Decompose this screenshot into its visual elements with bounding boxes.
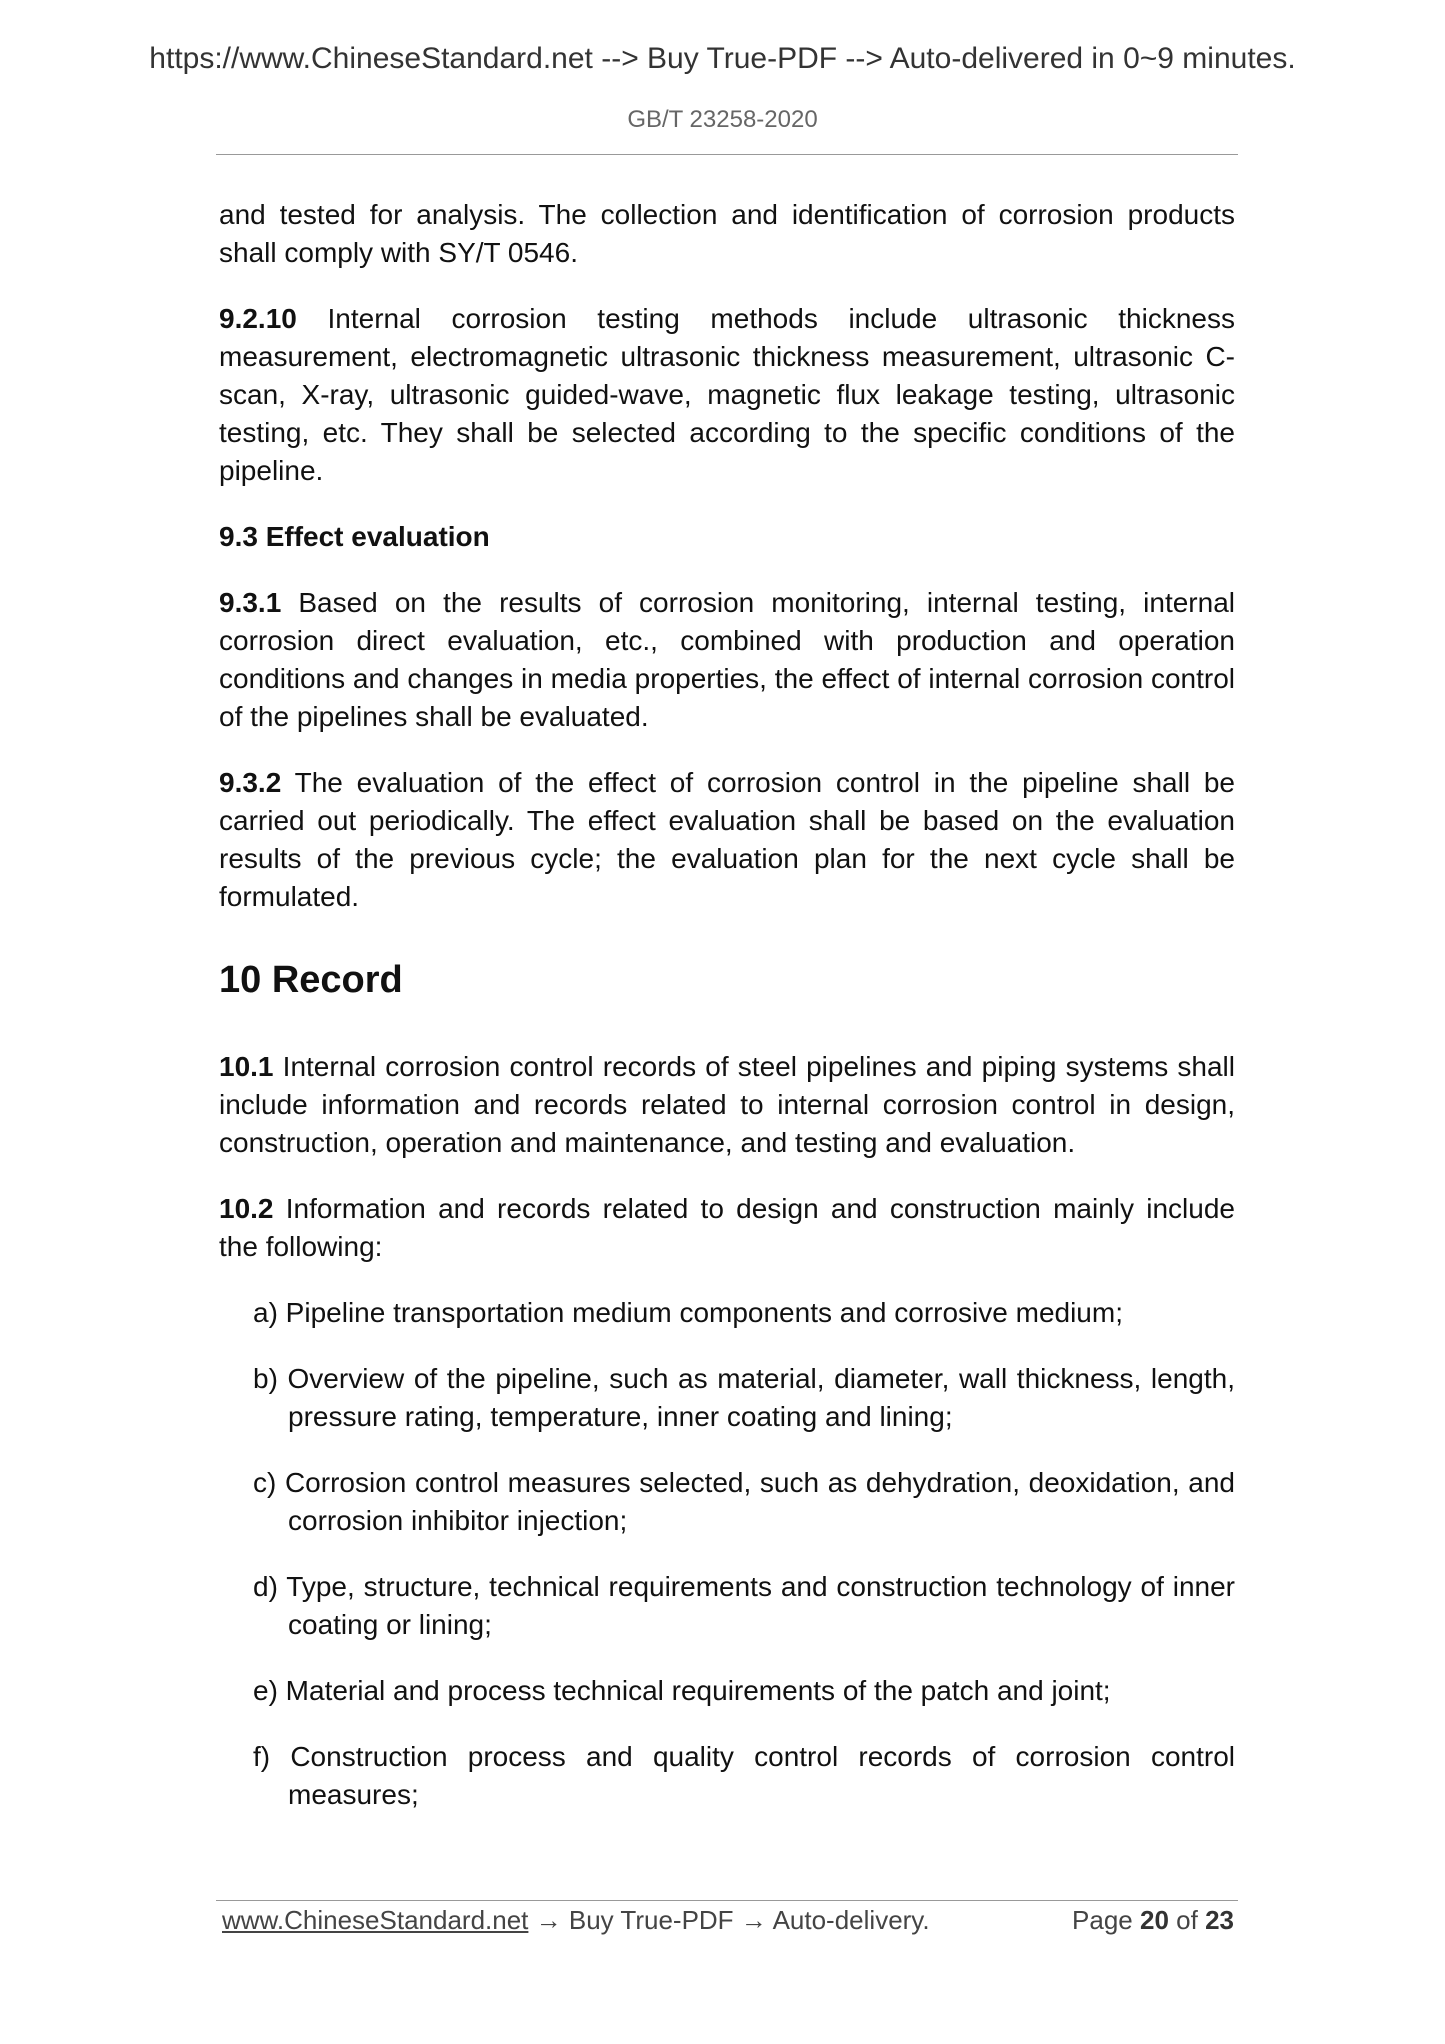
clause-text: Information and records related to design and construction mainly include the following: <box>219 1193 1235 1262</box>
clause-text: The evaluation of the effect of corrosion control in the pipeline shall be carried out periodically. The effect evaluation shall be based on the evaluation results of the previous cycle; the evaluation plan for the next cycle shall be formulated. <box>219 767 1235 912</box>
clause-text: Based on the results of corrosion monitoring, internal testing, internal corrosion direct evaluation, etc., combined with production and operation conditions and changes in media properties, the effect of internal corrosion control of the pipelines shall be evaluated. <box>219 587 1235 732</box>
site-link[interactable]: www.ChineseStandard.net <box>222 1905 529 1935</box>
list-item: b) Overview of the pipeline, such as material, diameter, wall thickness, length, pressure rating, temperature, inner coating and lining; <box>253 1363 1235 1432</box>
page-number: 20 <box>1140 1905 1169 1935</box>
list-item: c) Corrosion control measures selected, such as dehydration, deoxidation, and corrosion inhibitor injection; <box>253 1467 1235 1536</box>
clause-number: 10.2 <box>219 1193 274 1224</box>
heading-10: 10 Record <box>219 959 403 1001</box>
records-list <box>219 1294 1235 1814</box>
page-footer <box>222 1902 1234 1938</box>
clause-9-3-1 <box>219 584 1235 736</box>
clause-number: 10.1 <box>219 1051 274 1082</box>
clause-10-1 <box>219 1048 1235 1162</box>
footer-source <box>222 1902 930 1938</box>
list-item: a) Pipeline transportation medium components and corrosive medium; <box>253 1297 1123 1328</box>
page-indicator <box>1072 1902 1234 1938</box>
list-item: d) Type, structure, technical requirements and construction technology of inner coating or lining; <box>253 1571 1235 1640</box>
footer-divider <box>216 1900 1238 1901</box>
paragraph-continuation: and tested for analysis. The collection and identification of corrosion products shall comply with SY/T 0546. <box>219 199 1235 268</box>
clause-number: 9.3.1 <box>219 587 282 618</box>
document-code: GB/T 23258-2020 <box>627 106 818 133</box>
page-body <box>219 196 1235 1842</box>
clause-number: 9.2.10 <box>219 303 297 334</box>
footer-tagline: → Buy True-PDF → Auto-delivery. <box>528 1905 930 1935</box>
clause-text: Internal corrosion testing methods include ultrasonic thickness measurement, electromagnetic ultrasonic thickness measurement, ultrasonic C-scan, X-ray, ultrasonic guided-wave, magnetic flux leakage testing, ultrasonic testing, etc. They shall be selected according to the specific conditions of the pipeline. <box>219 303 1235 486</box>
page-total: 23 <box>1205 1905 1234 1935</box>
clause-text: Internal corrosion control records of steel pipelines and piping systems shall include information and records related to internal corrosion control in design, construction, operation and maintenance, and testing and evaluation. <box>219 1051 1235 1158</box>
heading-9-3: 9.3 Effect evaluation <box>219 521 490 552</box>
source-banner: https://www.ChineseStandard.net --> Buy True-PDF --> Auto-delivered in 0~9 minutes. <box>149 42 1296 75</box>
clause-10-2 <box>219 1190 1235 1266</box>
list-item: f) Construction process and quality control records of corrosion control measures; <box>253 1741 1235 1810</box>
clause-9-3-2 <box>219 764 1235 916</box>
page-label: Page <box>1072 1905 1133 1935</box>
clause-9-2-10 <box>219 300 1235 490</box>
header-divider <box>216 154 1238 155</box>
list-item: e) Material and process technical requirements of the patch and joint; <box>253 1675 1111 1706</box>
clause-number: 9.3.2 <box>219 767 282 798</box>
of-label: of <box>1176 1905 1198 1935</box>
